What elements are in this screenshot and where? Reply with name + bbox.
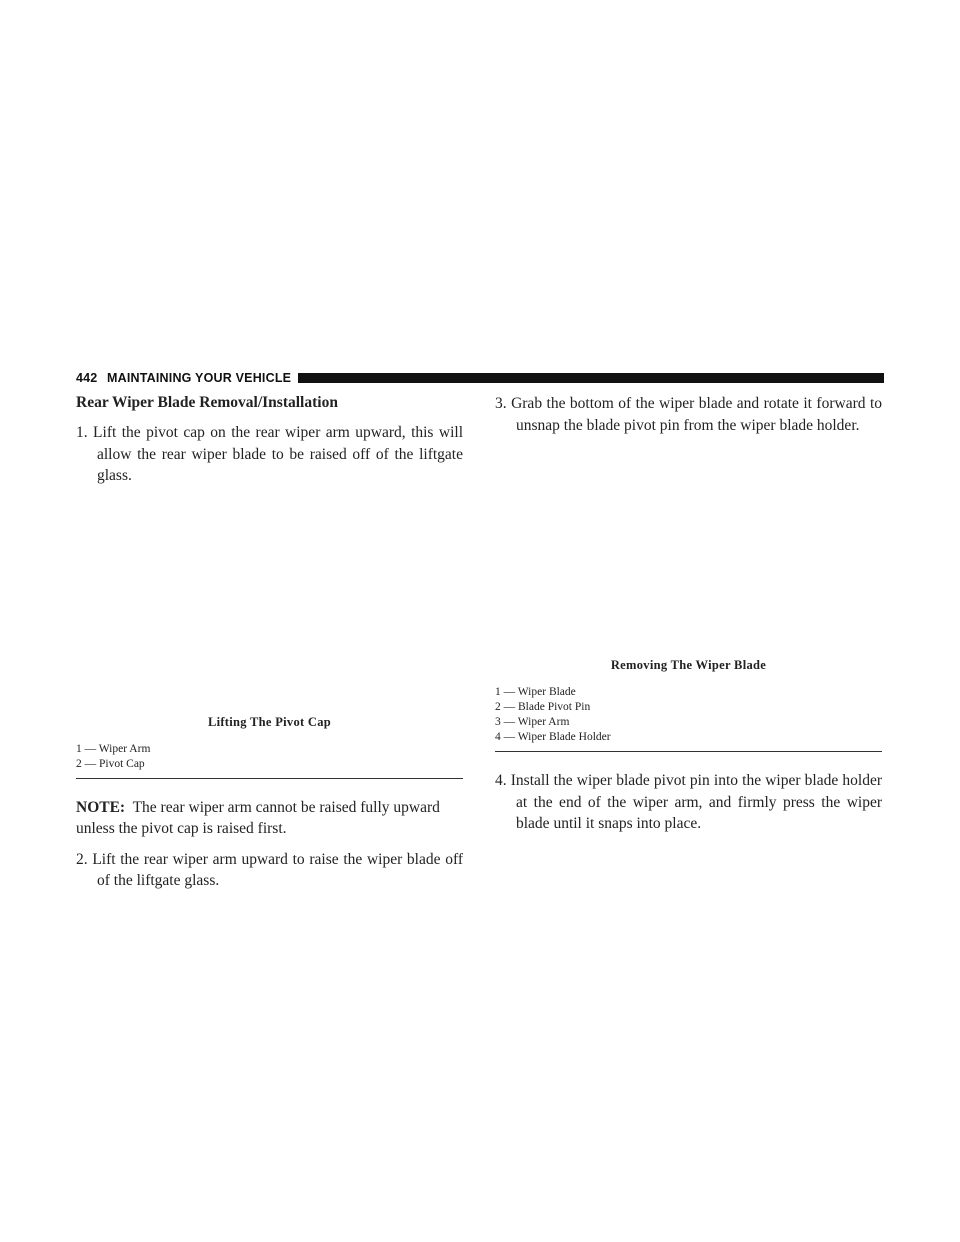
legend-item: 1 — Wiper Arm	[76, 742, 151, 755]
figure-2-caption: Removing The Wiper Blade	[610, 658, 767, 672]
figure-2-legend	[495, 685, 882, 745]
note-text: The rear wiper arm cannot be raised fully upward unless the pivot cap is raised first.	[76, 798, 440, 837]
step-1: 1. Lift the pivot cap on the rear wiper arm upward, this will allow the rear wiper blade to be raised off of the liftgate glass.	[76, 424, 463, 484]
step-2: 2. Lift the rear wiper arm upward to raise the wiper blade off of the liftgate glass.	[76, 850, 463, 889]
step-3: 3. Grab the bottom of the wiper blade and rotate it forward to unsnap the blade pivot pin from the wiper blade holder.	[495, 395, 882, 434]
left-column	[76, 393, 463, 892]
legend-item: 3 — Wiper Arm	[495, 716, 570, 728]
figure-1-caption: Lifting The Pivot Cap	[207, 714, 332, 729]
legend-item: 2 — Blade Pivot Pin	[495, 701, 591, 713]
header-rule-bar	[298, 373, 884, 383]
step-4: 4. Install the wiper blade pivot pin into the wiper blade holder at the end of the wiper arm, and firmly press the wiper blade until it snaps into place.	[495, 772, 882, 832]
legend-item: 2 — Pivot Cap	[76, 757, 145, 770]
figure-1-legend	[76, 742, 463, 772]
figure-removing-wiper-blade	[495, 436, 882, 657]
page-header	[76, 369, 884, 387]
figure-lifting-pivot-cap	[76, 487, 463, 712]
legend-item: 1 — Wiper Blade	[495, 686, 576, 698]
page-number: 442	[76, 371, 98, 385]
section-title: MAINTAINING YOUR VEHICLE	[107, 371, 292, 385]
legend-item: 4 — Wiper Blade Holder	[495, 731, 611, 743]
figure-1-divider	[76, 778, 463, 779]
note	[76, 797, 463, 840]
note-label: NOTE:	[76, 798, 126, 816]
figure-2-divider	[495, 751, 882, 752]
right-column	[495, 393, 882, 835]
procedure-heading: Rear Wiper Blade Removal/Installation	[76, 394, 338, 411]
